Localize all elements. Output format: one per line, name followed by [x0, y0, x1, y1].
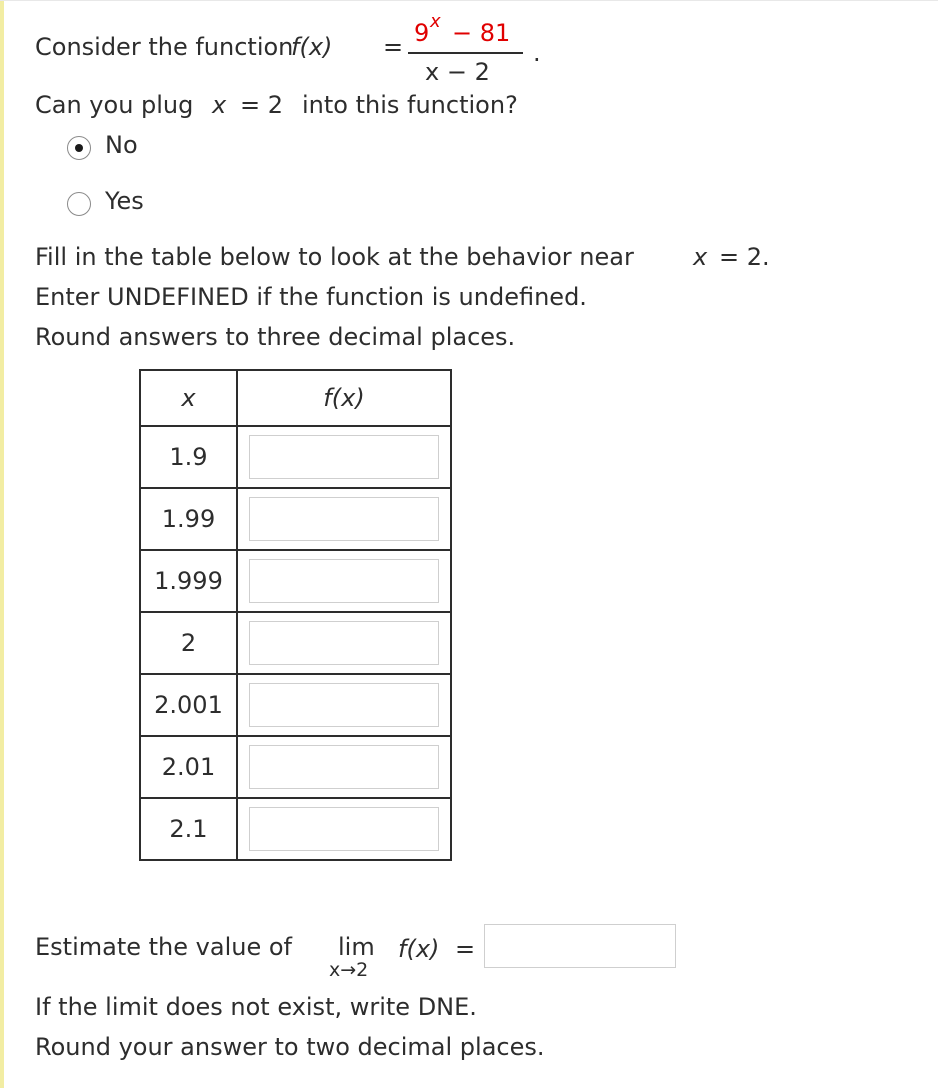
instruction-line1-suffix: = 2. — [719, 243, 770, 271]
period: . — [533, 39, 541, 67]
numerator-exponent: x — [430, 11, 441, 32]
x-value: 2.01 — [140, 736, 237, 798]
equals-sign: = — [383, 33, 404, 61]
fx-input[interactable] — [249, 497, 439, 541]
table-row — [140, 736, 451, 798]
instruction-variable: x — [693, 243, 708, 271]
limit-note-dne: If the limit does not exist, write DNE. — [35, 993, 477, 1021]
table-row — [140, 674, 451, 736]
instruction-line3: Round answers to three decimal places. — [35, 323, 516, 351]
table-row — [140, 550, 451, 612]
limit-subscript: x→2 — [329, 959, 369, 981]
fraction-bar — [408, 52, 523, 54]
fx-cell — [237, 674, 451, 736]
table-row — [140, 426, 451, 488]
numerator-rest: − 81 — [452, 19, 511, 47]
fx-input[interactable] — [249, 745, 439, 789]
plug-variable: x — [212, 91, 227, 119]
fx-cell — [237, 426, 451, 488]
fx-cell — [237, 488, 451, 550]
fx-cell — [237, 736, 451, 798]
radio-no[interactable] — [67, 136, 91, 160]
radio-selected-dot — [75, 144, 83, 152]
x-value: 2.1 — [140, 798, 237, 860]
numerator-base: 9 — [414, 19, 430, 47]
x-value: 1.99 — [140, 488, 237, 550]
fx-cell — [237, 798, 451, 860]
x-value: 1.999 — [140, 550, 237, 612]
fx-cell — [237, 550, 451, 612]
table-row — [140, 798, 451, 860]
radio-yes[interactable] — [67, 192, 91, 216]
instruction-line1-prefix: Fill in the table below to look at the behavior near — [35, 243, 634, 271]
plug-equals: = 2 — [240, 91, 284, 119]
limit-function: f(x) — [398, 935, 440, 963]
fx-input[interactable] — [249, 435, 439, 479]
plug-question-suffix: into this function? — [302, 91, 518, 119]
limit-prefix: Estimate the value of — [35, 933, 292, 961]
limit-lim: lim — [338, 933, 375, 961]
instruction-line2: Enter UNDEFINED if the function is undefined. — [35, 283, 587, 311]
header-fx: f(x) — [237, 370, 451, 426]
top-divider — [0, 0, 938, 1]
intro-text: Consider the function — [35, 33, 294, 61]
limit-input[interactable] — [484, 924, 676, 968]
x-value: 2 — [140, 612, 237, 674]
fx-input[interactable] — [249, 621, 439, 665]
function-name: f(x) — [291, 33, 333, 61]
fx-cell — [237, 612, 451, 674]
table-row — [140, 488, 451, 550]
radio-yes-label[interactable]: Yes — [105, 187, 144, 215]
limit-equals: = — [455, 935, 476, 963]
fx-input[interactable] — [249, 807, 439, 851]
values-table — [139, 369, 452, 861]
fx-input[interactable] — [249, 683, 439, 727]
header-x: x — [140, 370, 237, 426]
limit-note-round: Round your answer to two decimal places. — [35, 1033, 545, 1061]
table-row — [140, 612, 451, 674]
denominator: x − 2 — [425, 58, 490, 86]
fx-input[interactable] — [249, 559, 439, 603]
radio-no-label[interactable]: No — [105, 131, 138, 159]
table-header-row — [140, 370, 451, 426]
plug-question-prefix: Can you plug — [35, 91, 194, 119]
x-value: 1.9 — [140, 426, 237, 488]
left-accent-bar — [0, 0, 4, 1088]
x-value: 2.001 — [140, 674, 237, 736]
